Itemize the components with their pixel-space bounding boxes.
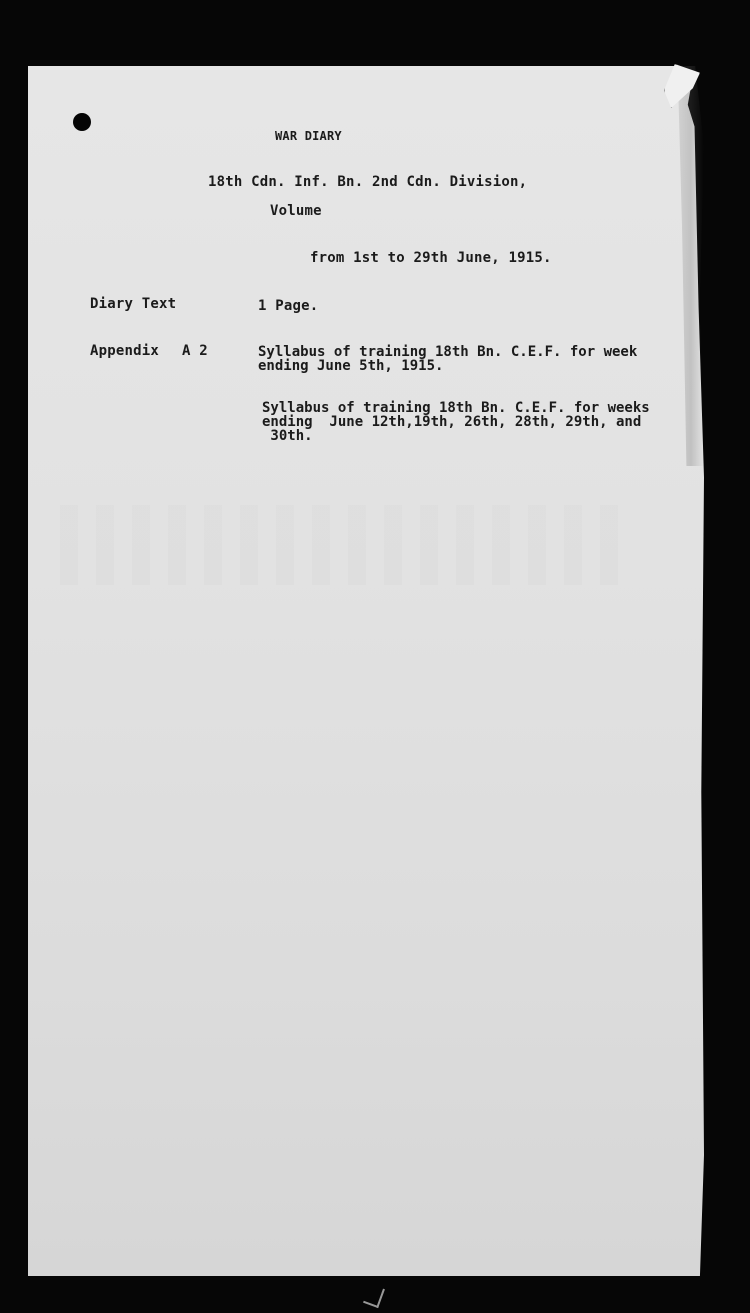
date-range: from 1st to 29th June, 1915.: [310, 250, 552, 266]
document-heading: WAR DIARY: [275, 129, 342, 143]
show-through-text: [60, 505, 620, 585]
appendix-label: Appendix: [90, 343, 160, 359]
appendix-code: A 2: [182, 343, 208, 359]
diary-text-label: Diary Text: [90, 296, 177, 312]
appendix-entry-weeks: Syllabus of training 18th Bn. C.E.F. for weeks ending June 12th,19th, 26th, 28th, 29th, and 30th.: [262, 400, 650, 444]
unit-line: 18th Cdn. Inf. Bn. 2nd Cdn. Division,: [208, 174, 528, 190]
volume-label: Volume: [270, 203, 322, 219]
diary-text-pages: 1 Page.: [258, 298, 319, 314]
punch-hole: [73, 113, 91, 131]
appendix-entry-week: Syllabus of training 18th Bn. C.E.F. for week ending June 5th, 1915.: [258, 344, 638, 374]
document-page: [28, 66, 704, 1276]
